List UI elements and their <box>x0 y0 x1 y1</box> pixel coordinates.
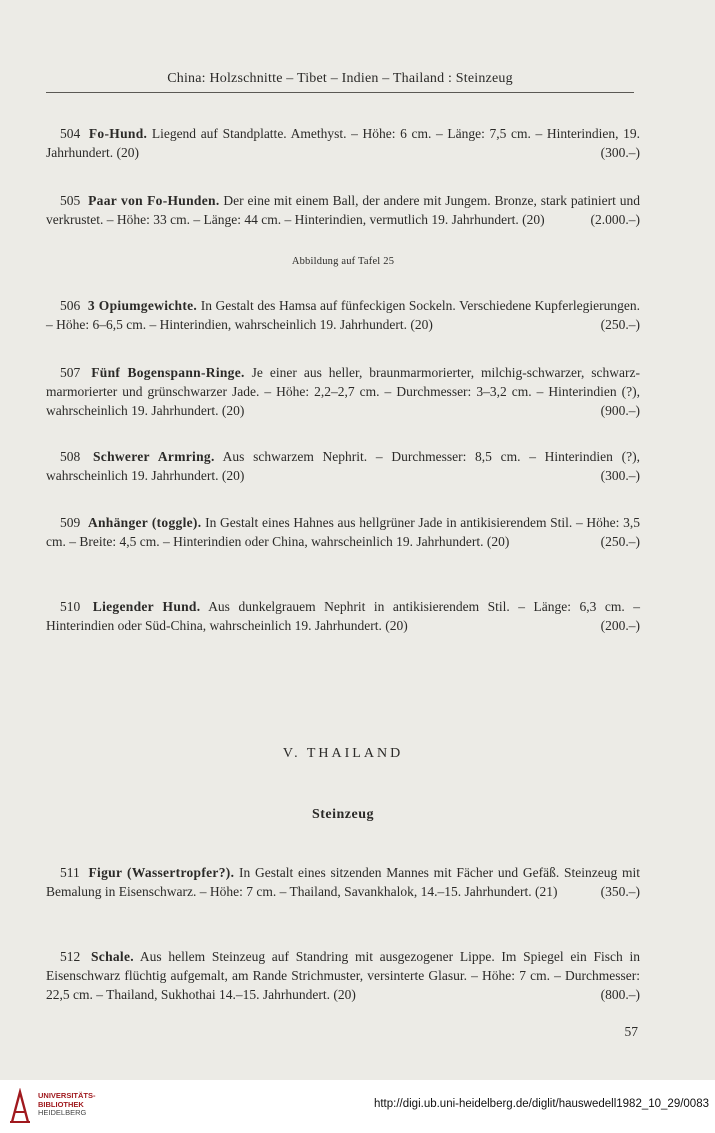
catalog-entry-509 <box>46 513 640 551</box>
catalog-entry-512 <box>46 947 640 1004</box>
entry-price: (2.000.–) <box>590 212 640 227</box>
entry-description: Je einer aus heller, braunmarmorierter, milchig-schwarzer, schwarz-marmorierter und grünschwarzer Jade. – Höhe: 2,2–2,7 cm. – Durchmesser: 3–3,2 cm. – Hinterindien (?), wahrscheinlich 19. Jahrhundert. (20) <box>46 365 641 418</box>
entry-description: In Gestalt eines sitzenden Mannes mit Fächer und Gefäß. Steinzeug mit Bemalung in Eisenschwarz. – Höhe: 7 cm. – Thailand, Savankhalok, 14.–15. Jahrhundert. (21) <box>46 865 640 899</box>
entry-title: Anhänger (toggle). <box>87 515 202 530</box>
entry-number: 510 <box>60 599 81 614</box>
entry-number: 504 <box>60 126 81 141</box>
entry-number: 508 <box>60 449 81 464</box>
library-logo-text <box>38 1092 96 1118</box>
entry-price: (300.–) <box>600 468 640 483</box>
entry-number: 509 <box>60 515 81 530</box>
entry-description: Aus hellem Steinzeug auf Standring mit ausgezogener Lippe. Im Spiegel ein Fisch in Eisenschwarz flüchtig aufgemalt, am Rande Strichmuster, versinterte Glasur. – Höhe: 7 cm. – Durchmesser: 22,5 cm. – Thailand, Sukhothai 14.–15. Jahrhundert. (20) <box>46 949 640 1002</box>
running-header: China: Holzschnitte – Tibet – Indien – Thailand : Steinzeug <box>167 71 513 86</box>
entry-title: Figur (Wassertropfer?). <box>88 865 235 880</box>
entry-number: 505 <box>60 193 81 208</box>
entry-price: (300.–) <box>600 145 640 160</box>
digitization-footer <box>0 1080 715 1133</box>
entry-title: Liegender Hund. <box>92 599 201 614</box>
logo-line: HEIDELBERG <box>38 1108 87 1117</box>
entry-title: Fo-Hund. <box>88 126 148 141</box>
entry-price: (200.–) <box>600 618 640 633</box>
entry-description: In Gestalt des Hamsa auf fünfeckigen Sockeln. Verschiedene Kupferlegierungen. – Höhe: 6–6,5 cm. – Hinterindien, wahrscheinlich 19. Jahrhundert. (20) <box>46 298 641 332</box>
entry-title: Schale. <box>90 949 134 964</box>
entry-price: (250.–) <box>600 317 640 332</box>
page-number: 57 <box>624 1024 638 1039</box>
entry-description: Aus dunkelgrauem Nephrit in antikisierendem Stil. – Länge: 6,3 cm. – Hinterindien oder Süd-China, wahrscheinlich 19. Jahrhundert. (20) <box>46 599 641 633</box>
logo-line: BIBLIOTHEK <box>38 1099 84 1109</box>
plate-caption: Abbildung auf Tafel 25 <box>291 256 395 267</box>
entry-price: (900.–) <box>600 403 640 418</box>
catalog-entry-504 <box>46 124 640 162</box>
subsection-title: Steinzeug <box>311 807 375 822</box>
entry-title: Fünf Bogenspann-Ringe. <box>91 365 245 380</box>
entry-number: 511 <box>60 865 80 880</box>
entry-title: Paar von Fo-Hunden. <box>88 193 220 208</box>
entry-price: (800.–) <box>600 987 640 1002</box>
entry-price: (250.–) <box>600 534 640 549</box>
catalog-entry-507 <box>46 363 640 420</box>
header-rule <box>46 92 634 93</box>
entry-description: Der eine mit einem Ball, der andere mit Jungem. Bronze, stark patiniert und verkrustet. – Höhe: 33 cm. – Länge: 44 cm. – Hinterindien, vermutlich 19. Jahrhundert. (20) <box>46 193 641 227</box>
entry-number: 506 <box>60 298 81 313</box>
logo-line: UNIVERSITÄTS- <box>38 1091 96 1100</box>
catalog-entry-505 <box>46 191 640 229</box>
entry-description: Liegend auf Standplatte. Amethyst. – Höhe: 6 cm. – Länge: 7,5 cm. – Hinterindien, 19. Jahrhundert. (20) <box>46 126 641 160</box>
entry-number: 507 <box>60 365 81 380</box>
entry-title: 3 Opiumgewichte. <box>87 298 198 313</box>
entry-description: In Gestalt eines Hahnes aus hellgrüner Jade in antikisierendem Stil. – Höhe: 3,5 cm. – Breite: 4,5 cm. – Hinterindien oder China, wahrscheinlich 19. Jahrhundert. (20) <box>46 515 640 549</box>
entry-description: Aus schwarzem Nephrit. – Durchmesser: 8,5 cm. – Hinterindien (?), wahrscheinlich 19. Jahrhundert. (20) <box>46 449 640 483</box>
entry-number: 512 <box>60 949 81 964</box>
catalog-entry-511 <box>46 863 640 901</box>
library-logo-icon <box>8 1088 32 1124</box>
source-url-link[interactable]: http://digi.ub.uni-heidelberg.de/diglit/hauswedell1982_10_29/0083 <box>373 1098 709 1110</box>
catalog-entry-508 <box>46 447 640 485</box>
entry-price: (350.–) <box>600 884 640 899</box>
catalog-entry-506 <box>46 296 640 334</box>
entry-title: Schwerer Armring. <box>92 449 215 464</box>
catalog-entry-510 <box>46 597 640 635</box>
section-title: V. THAILAND <box>282 746 404 761</box>
